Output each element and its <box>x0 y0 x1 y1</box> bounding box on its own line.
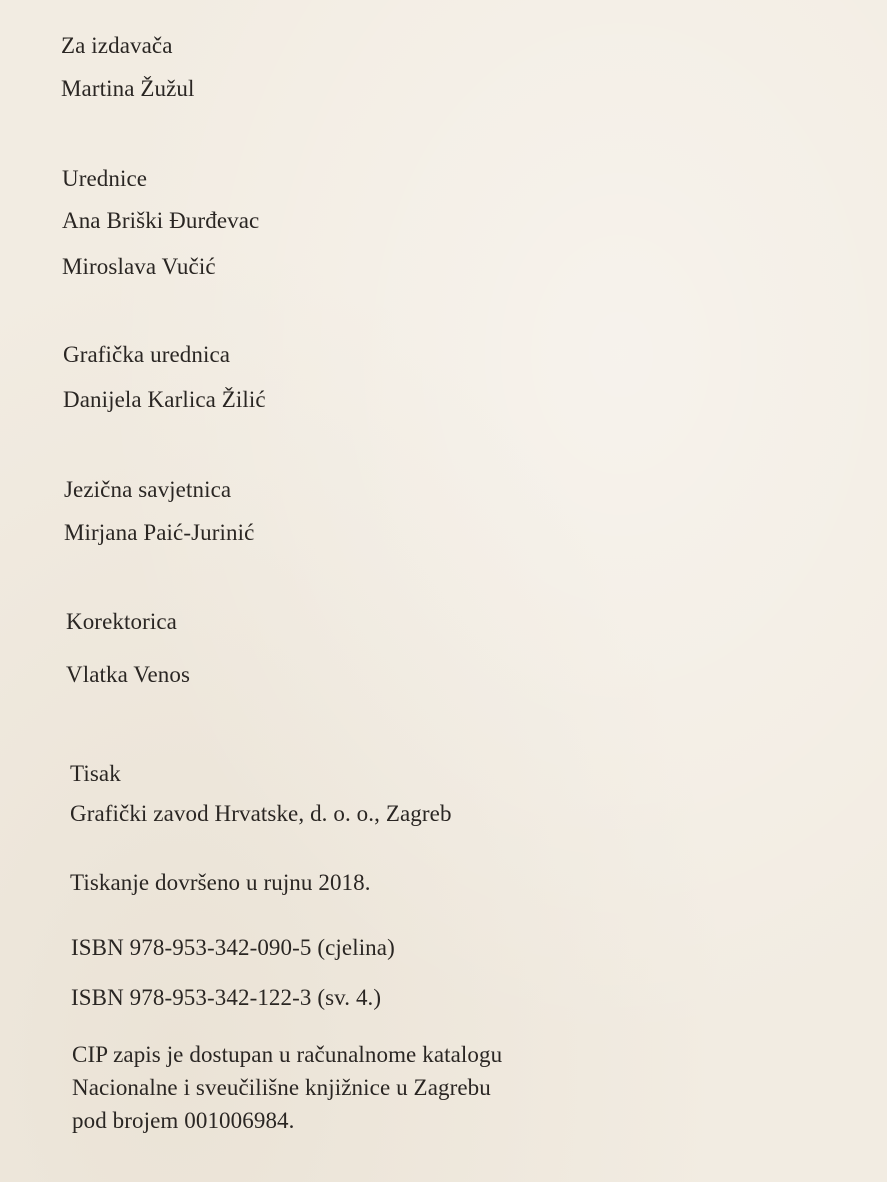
editor-name-2: Miroslava Vučić <box>62 254 216 279</box>
print-label: Tisak <box>70 761 121 786</box>
graphic-editor-label: Grafička urednica <box>63 342 231 367</box>
proofreader-name: Vlatka Venos <box>66 662 191 687</box>
printer-name: Grafički zavod Hrvatske, d. o. o., Zagreb <box>70 801 452 826</box>
cip-line-2: Nacionalne i sveučilišne knjižnice u Zagrebu <box>72 1075 491 1100</box>
language-advisor-label: Jezična savjetnica <box>64 477 232 502</box>
editors-label: Urednice <box>62 166 148 191</box>
language-advisor-name: Mirjana Paić-Jurinić <box>64 520 255 545</box>
cip-line-1: CIP zapis je dostupan u računalnome katalogu <box>72 1042 503 1067</box>
isbn-volume: ISBN 978-953-342-122-3 (sv. 4.) <box>71 985 382 1010</box>
publisher-label: Za izdavača <box>61 33 173 58</box>
proofreader-label: Korektorica <box>66 609 177 634</box>
print-completed: Tiskanje dovršeno u rujnu 2018. <box>70 870 371 895</box>
isbn-set: ISBN 978-953-342-090-5 (cjelina) <box>71 935 395 960</box>
editor-name-1: Ana Briški Đurđevac <box>62 208 260 233</box>
graphic-editor-name: Danijela Karlica Žilić <box>63 387 266 412</box>
publisher-name: Martina Žužul <box>61 76 195 101</box>
cip-line-3: pod brojem 001006984. <box>72 1108 295 1133</box>
